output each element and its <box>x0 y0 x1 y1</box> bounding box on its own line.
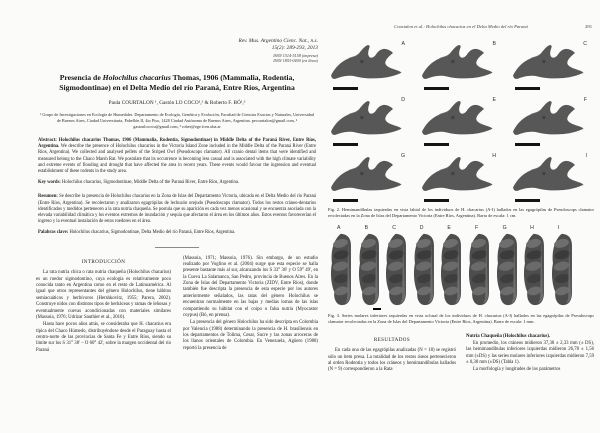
figure-label: G <box>502 224 507 231</box>
abstract <box>38 138 316 175</box>
section-divider <box>155 247 199 248</box>
mandible-cell <box>328 152 412 203</box>
molar-strip <box>328 225 353 309</box>
results-heading: RESULTADOS <box>373 336 411 343</box>
scale-bar <box>333 143 358 147</box>
results-paragraph-2: En promedio, los cráneos midieron 37,38 ± 2,33 mm (± DS), las hemimandíbulas inferiores izquierdas midieron 26,78 ± 1,56 mm (±DS) y las series molares inferiores izquierdas midieron 7,59 ± 0,30 mm (±DS) (Tabla 1). <box>466 340 594 365</box>
figure-label: I <box>557 224 560 231</box>
molar-image <box>383 232 408 308</box>
paper-title <box>50 73 304 93</box>
molar-strip <box>494 225 519 309</box>
running-head <box>328 24 594 31</box>
molar-image <box>328 232 353 308</box>
scale-bar <box>333 87 358 91</box>
issn-online: ISSN 1853-0400 (en línea) <box>273 58 318 64</box>
intro-paragraph-3: (Massoia, 1971; Massoia, 1976). Sin embargo, de un estudio realizado por Voglino et al. (2004) surge que esta especie se halla presente bastante más al sur, alcanzando los S 33° 36' y O 59° 49', en la Cueva La Salamanca, San Pedro, provincia de Buenos Aires. En la Zona de Islas del Departamento Victoria (ZIDV, Entre Ríos), donde también fue descripta la presencia de esta especie por los autores anteriormente señalados, las ratas del género Holochilus se encuentran normalmente en las bajas y medias lomas de las islas compartiendo su hábitat con el coipo o falsa nutria (Myocastor coypus) (Bó, en prensa). <box>183 255 318 318</box>
resumen-label: Resumen: <box>38 194 58 200</box>
molar-strip <box>549 225 574 309</box>
figure-label: I <box>585 153 587 159</box>
resumen <box>38 194 316 225</box>
scale-bar <box>515 87 540 91</box>
figure-label: E <box>447 224 451 231</box>
intro-column-left <box>36 256 171 356</box>
abstract-body: We describe the presence of Holochilus chacarius in the Victoria Island Zone included in the Middle Delta of the Paraná River (Entre Ríos, Argentina). We collected and analysed pellets of the Striped Owl (Pseudoscops clamator). All cranio dental items that were identified and measured belong to the Chaco Marsh Rat. We postulate that its occurrence is becoming less casual and is associated with the high climate variability and extreme events of flooding and drought that have affected the area in recent years. These events would favour the ingression and eventual establishment of these rodents in the study area. <box>38 144 317 174</box>
palabras-text: Holochilus chacarius, Sigmodontinae, Delta Medio del río Paraná, Entre Ríos, Argentina. <box>68 230 236 236</box>
journal-reference <box>36 38 318 64</box>
figure-label: H <box>530 224 534 231</box>
intro-paragraph-1: La rata nutria chica o rata nutria chaqueña (Holochilus chacarius) es un roedor sigmodontino, cuya ecología es relativamente poco conocida tanto en Argentina como en el resto de Latinoamérica. Al igual que otros representantes del género Holochilus, tiene hábitos semiacuáticos y herbívoros (Hershkovitz, 1955; Parera, 2002). Construye nidos con distintos tipos de herbáceas y ramas de leñosas y eventualmente cuevas acondicionadas con materiales similares (Massoia, 1976; Udrizar Sauthier et al., 2010). <box>36 270 171 320</box>
mandible-cell <box>510 96 594 147</box>
mandible-cell <box>328 96 412 147</box>
keywords <box>38 180 316 186</box>
page-number: 291 <box>585 24 592 29</box>
palabras-label: Palabras clave: <box>38 230 69 236</box>
mandible-cell <box>419 152 503 203</box>
right-page <box>328 24 594 375</box>
mandible-cell <box>419 96 503 147</box>
molar-strip <box>438 225 463 309</box>
figure-3-caption: Fig. 3. Series molares inferiores izquierdas en vista oclusal de los individuos de H. chacarius (A-I) hallados en las egagrópilas de Pseudoscops clamator recolectadas en la Zona de Islas del Departamento Victoria (Entre Ríos, Argentina). Barra de escala: 1 mm. <box>328 312 594 324</box>
figure-label: E <box>492 97 496 103</box>
molar-image <box>356 232 381 308</box>
results-column-left <box>328 334 456 375</box>
molar-strip <box>411 225 436 309</box>
intro-paragraph-2: Hasta hace pocos años atrás, se consideraba que H. chacarius era típica del Chaco Húmedo, distribuyéndose desde el Paraguay hasta el centro-norte de las provincias de Santa Fe y Entre Ríos, siendo su límite sur los S 31° 38' – O 60° 42', sobre la margen occidental del río Paraná <box>36 322 171 353</box>
journal-name: Rev. Mus. Argentino Cienc. Nat., n.s. <box>238 38 318 44</box>
scale-bar-small <box>373 308 381 310</box>
molar-strip <box>383 225 408 309</box>
title-text: Presencia de <box>59 72 103 82</box>
intro-columns <box>36 256 318 356</box>
intro-column-right <box>183 256 318 356</box>
introduction-heading: INTRODUCCIÓN <box>81 258 126 265</box>
figure-label: F <box>583 97 587 103</box>
mandible-image <box>419 99 499 139</box>
molar-image <box>438 232 463 308</box>
molar-image <box>521 232 546 308</box>
figure-label: D <box>401 97 405 103</box>
title-species-italic: Holochilus chacarius <box>102 72 171 82</box>
affiliation: ¹ Grupo de Investigaciones en Ecología de Humedales. Departamento de Ecología, Genética y Evolución, Facultad de Ciencias Exactas y Naturales, Universidad de Buenos Aires, Ciudad Universitaria, Pabellón II, 4to Piso, 1428 Ciudad Autónoma de Buenos Aires, Argentina. pecourtalon@gmail.com, ² gastonlococu@gmail.com, ³ rober@ege.fcen.uba.ar <box>40 112 314 130</box>
figure-label: B <box>492 41 496 47</box>
figure-label: B <box>364 224 369 231</box>
figure-label: C <box>583 41 587 47</box>
scale-bar <box>424 87 449 91</box>
molar-image <box>466 232 491 308</box>
molar-image <box>494 232 519 308</box>
figure-label: A <box>337 224 341 231</box>
figure-label: F <box>474 224 479 231</box>
scale-bar <box>515 143 540 147</box>
figure-label: D <box>419 224 424 231</box>
intro-paragraph-4: La presencia del género Holochilus ha sido descripta en Colombia por Valencia (1988) determinando la presencia de H. brasiliensis en los departamentos de Tolima, Cesar, Sucre y las zonas arroceras de los llanos orientales de Colombia. En Venezuela, Agüero (1988) reportó la presencia de <box>183 320 318 351</box>
title-text-rest: Thomas, 1906 (Mammalia, Rodentia, Sigmodontinae) en el Delta Medio del río Paraná, Entre Ríos, Argentina <box>59 72 295 93</box>
keywords-text: Holochilus chacarius, Sigmodontinae, Middle Delta of the Paraná River, Entre Ríos, Argentina. <box>60 180 240 186</box>
mandible-image <box>328 43 408 83</box>
issn-print: ISSN 1514-5158 (impresa) <box>273 52 318 58</box>
mandible-cell <box>328 40 412 91</box>
figure-3 <box>328 225 594 309</box>
scale-bar <box>515 199 540 203</box>
scale-bar <box>424 143 449 147</box>
authors-line: Paula COURTALON ¹, Gastón LO COCO¹,² & Roberto F. BÓ¹,³ <box>108 100 246 107</box>
mandible-image <box>419 43 499 83</box>
mandible-cell <box>419 40 503 91</box>
mandible-image <box>510 155 590 195</box>
figure-label: H <box>492 153 496 159</box>
keywords-label: Key words: <box>38 180 61 186</box>
results-species-bold: Nutria Chaqueña (Holochilus chacarius). <box>466 333 551 339</box>
mandible-image <box>328 99 408 139</box>
results-paragraph-3: La morfología y longitudes de los parámetros <box>473 367 561 373</box>
scale-bar <box>424 199 449 203</box>
molar-strip <box>521 225 546 309</box>
molar-strip <box>356 225 381 309</box>
molar-image <box>411 232 436 308</box>
left-page <box>36 38 318 355</box>
figure-2-caption: Fig. 2. Hemimandíbulas izquierdas en vista labial de los individuos de H. chacarius (A-I) hallados en las egagrópilas de Pseudoscops clamator recolectadas en la Zona de Islas del Departamento Victoria (Entre Ríos, Argentina). Barra de escala: 1 cm. <box>328 207 594 218</box>
molar-strip <box>466 225 491 309</box>
mandible-image <box>419 155 499 195</box>
running-head-text: Courtalon et al.: Holochilus chacarius en el Delta Medio del río Paraná <box>394 24 528 29</box>
results-columns <box>328 334 594 375</box>
mandible-cell <box>510 152 594 203</box>
palabras-clave <box>38 230 316 236</box>
results-paragraph-1: En cada una de las egagrópilas analizadas (N = 18) se registró sólo un ítem presa. La totalidad de los restos óseos pertenecieron al orden Rodentia y todos los cráneos y hemimandíbulas hallados (N = 9) correspondieron a la Rata <box>328 348 456 373</box>
figure-label: G <box>400 153 405 159</box>
mandible-image <box>510 43 590 83</box>
molar-image <box>549 232 574 308</box>
results-species-line <box>466 334 594 340</box>
figure-label: C <box>392 224 396 231</box>
abstract-lead: Abstract: Holochilus chacarius Thomas, 1906 (Mammalia, Rodentia, Sigmodontinae) in Middle Delta of the Paraná River, Entre Ríos, Argentina. <box>38 138 316 150</box>
resumen-body: Se describe la presencia de Holochilus chacarius en la Zona de Islas del Departamento Victoria, ubicada en el Delta Medio del río Paraná (Entre Ríos, Argentina). Se recolectaron y analizaron egagrópilas de lechuzón orejudo (Pseudoscops clamator). Todos los restos cráneo-dentarios identificados y medidos pertenecen a la rata nutria chaqueña. Se postula que su aparición es cada vez menos ocasional y se encuentra asociada con la elevada variabilidad climática y los eventos extremos de inundación y sequía que afectaron el área en los últimos años. Estos eventos favorecerían el ingreso y la eventual instalación de estos roedores en el área. <box>38 194 316 225</box>
journal-issue: 15(2): 289-293, 2013 <box>271 45 318 52</box>
figure-2 <box>328 40 594 203</box>
mandible-image <box>328 155 408 195</box>
mandible-cell <box>510 40 594 91</box>
figure-label: A <box>401 41 405 47</box>
scale-bar <box>333 199 358 203</box>
mandible-image <box>510 99 590 139</box>
results-column-right <box>466 334 594 375</box>
